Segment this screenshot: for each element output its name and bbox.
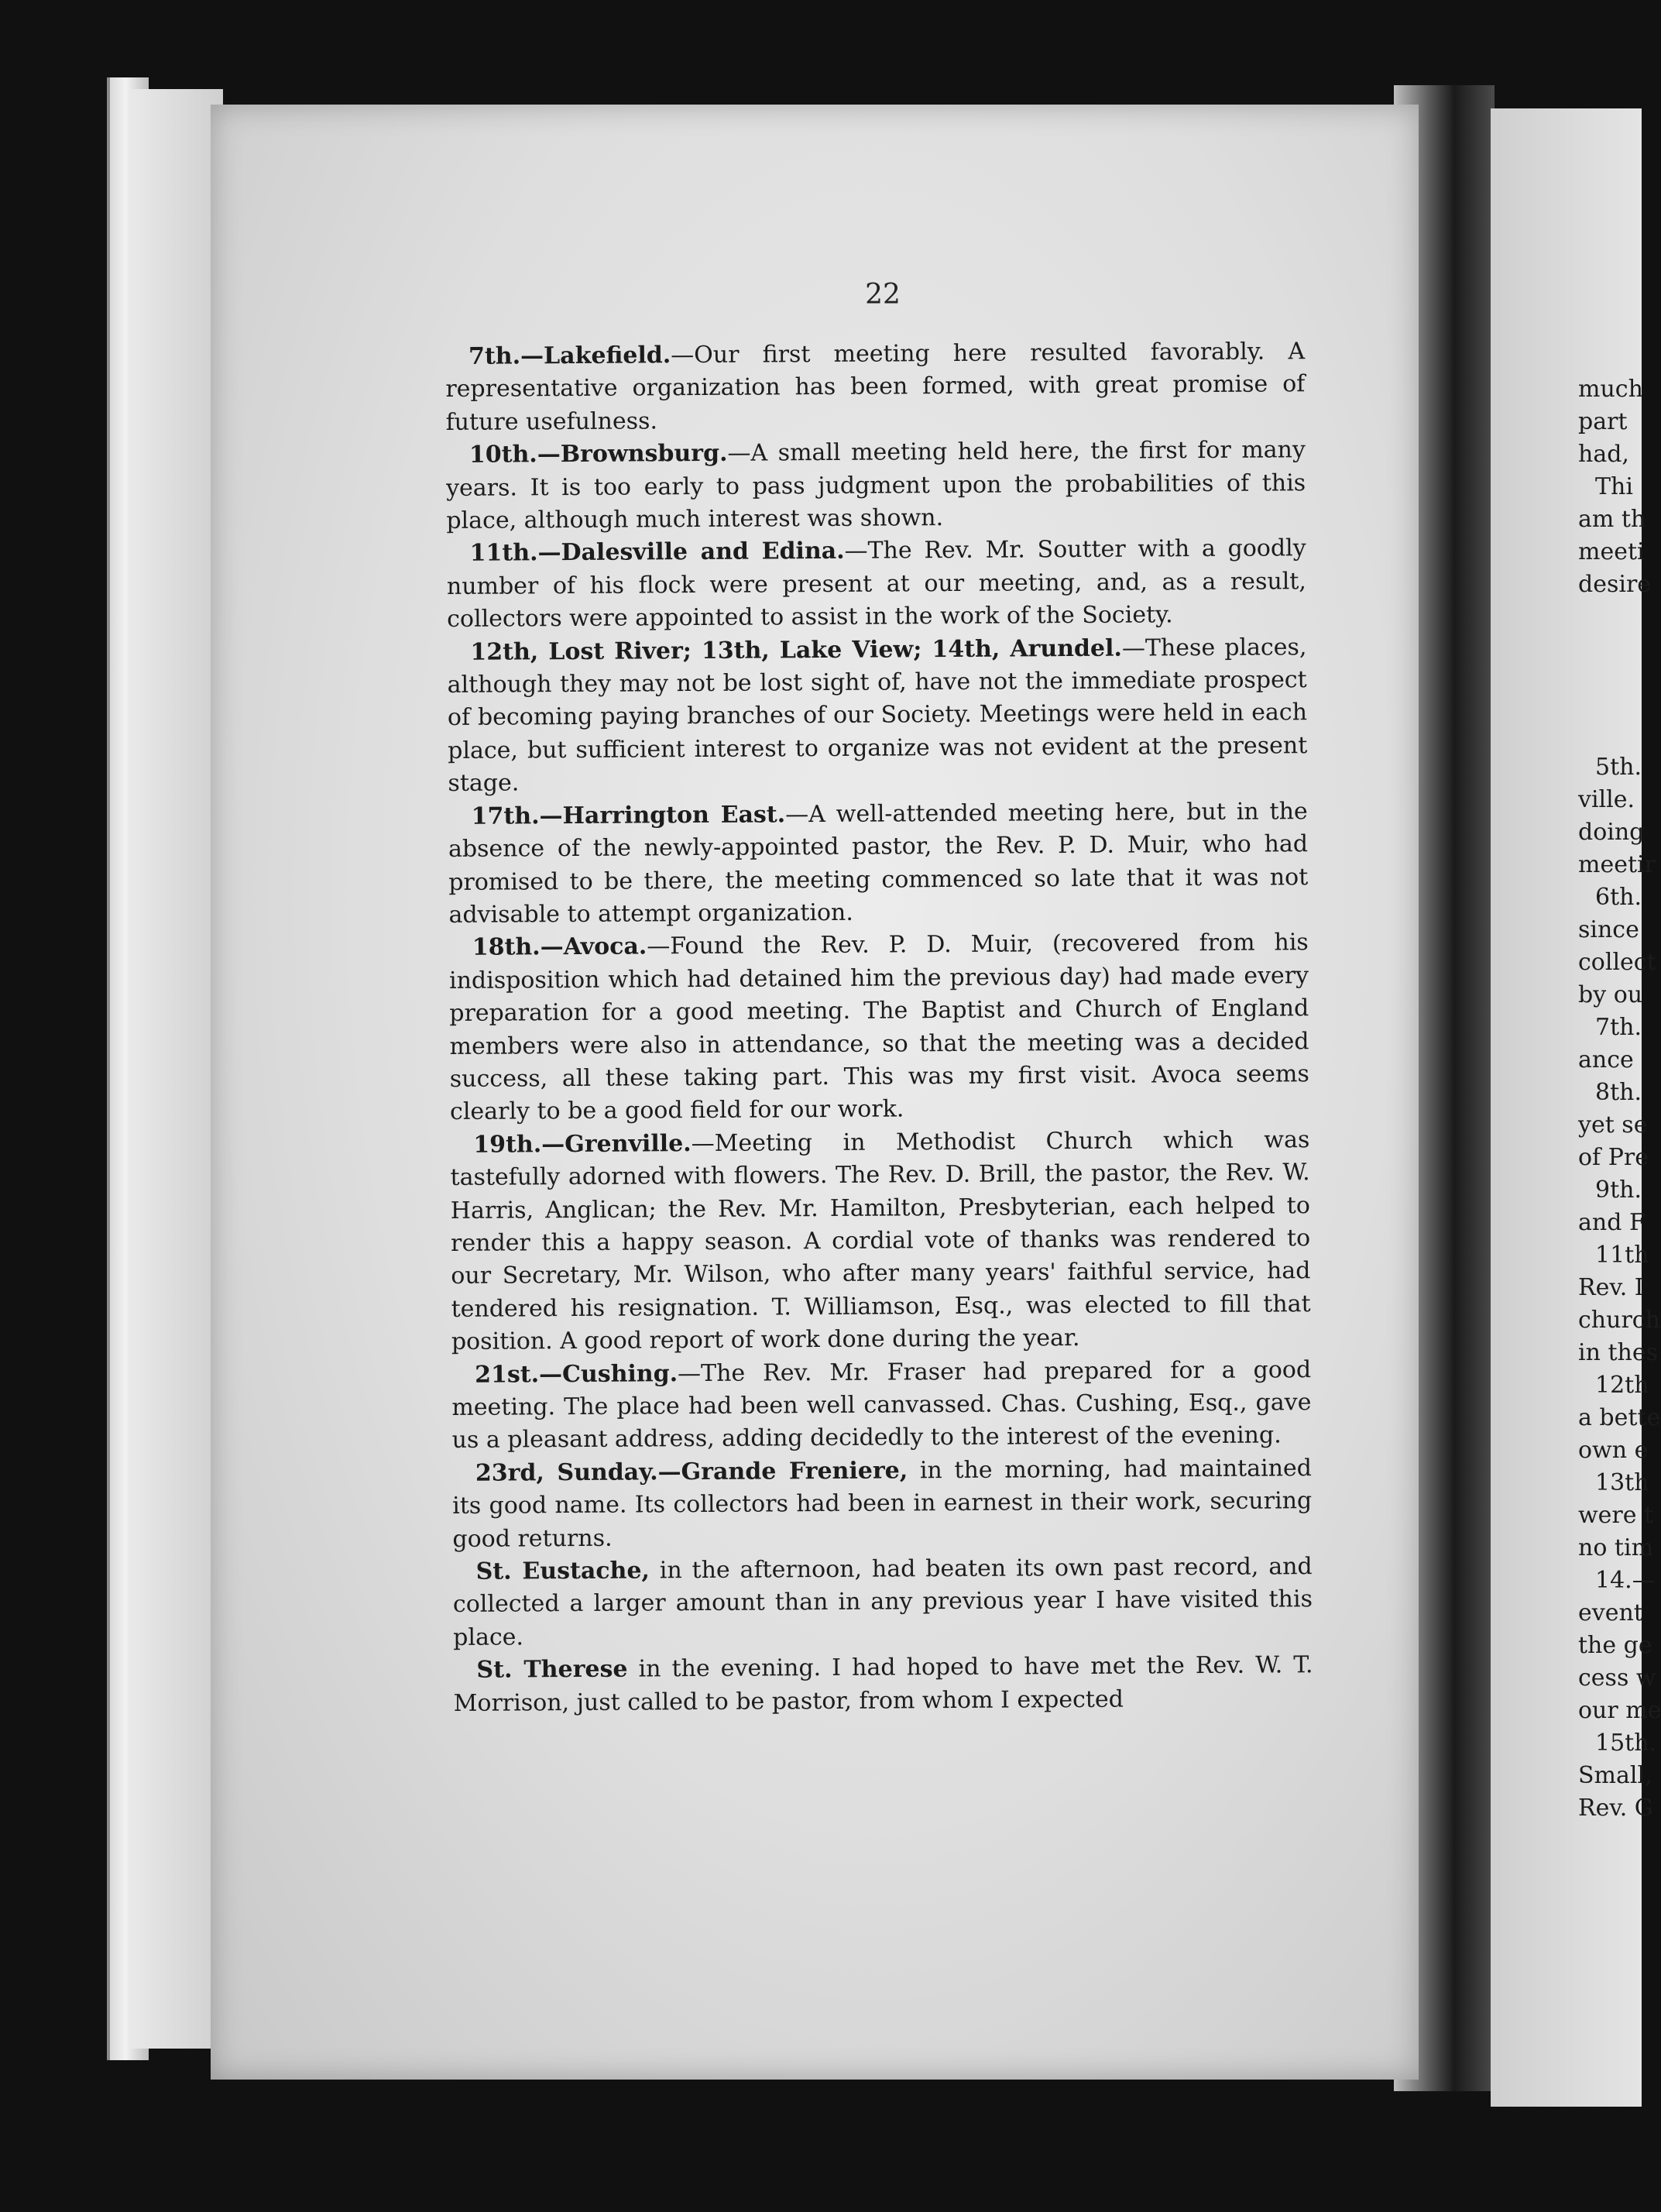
adjacent-fragment: 14.— (1595, 1567, 1656, 1594)
adjacent-fragment: the ge (1578, 1632, 1652, 1659)
adjacent-fragment: ance (1578, 1046, 1634, 1073)
paragraph-heading: 19th.—Grenville. (473, 1129, 692, 1159)
paragraph (453, 1649, 1313, 1720)
adjacent-fragment: our me (1578, 1697, 1661, 1724)
adjacent-fragment: collect (1578, 949, 1656, 976)
adjacent-fragment: 15th. (1595, 1729, 1657, 1757)
paragraph-heading: 12th, Lost River; 13th, Lake View; 14th, Arundel. (470, 634, 1123, 666)
paragraph-text: —The Rev. Mr. Fraser had prepared for a good meeting. The place had been well canvassed. Chas. Cushing, Esq., gave us a pleasant address, adding decidedly to the interest of the evening. (451, 1355, 1312, 1455)
paragraph (450, 1124, 1311, 1359)
adjacent-fragment: 5th. (1595, 754, 1642, 781)
adjacent-fragment: ville. (1578, 786, 1635, 813)
paragraph-text: —Meeting in Methodist Church which was tastefully adorned with flowers. The Rev. D. Brill, the pastor, the Rev. W. Harris, Anglican; the Rev. Mr. Hamilton, Presbyterian, each helped to render this a happy season. A cordial vote of thanks was rendered to our Secretary, Mr. Wilson, who after many years' faithful service, had tendered his resignation. T. Williamson, Esq., was elected to fill that position. A good report of work done during the year. (450, 1125, 1311, 1356)
paragraph-text: —A well-attended meeting here, but in the absence of the newly-appointed pastor, the Rev. P. D. Muir, who had promised to be there, the meeting commenced so late that it was not advisable to attempt organization. (448, 797, 1309, 929)
paragraph (448, 795, 1309, 932)
paragraph (445, 335, 1306, 439)
adjacent-fragment: Small, (1578, 1762, 1652, 1789)
adjacent-fragment: much (1578, 376, 1643, 403)
paragraph-heading: St. Eustache, (475, 1557, 650, 1585)
adjacent-fragment: cess w (1578, 1664, 1656, 1692)
paragraph (453, 1551, 1313, 1654)
paragraph-heading: 21st.—Cushing. (475, 1359, 678, 1389)
paragraph-text: —A small meeting held here, the first for many years. It is too early to pass judgment upon the probabilities of this place, although much interest was shown. (446, 436, 1306, 535)
paragraph-heading: 23rd, Sunday.—Grande Freniere, (475, 1457, 908, 1487)
paragraph (446, 434, 1306, 538)
adjacent-fragment: 6th. (1595, 884, 1642, 911)
adjacent-fragment: part (1578, 408, 1628, 435)
adjacent-fragment: 8th. (1595, 1079, 1642, 1106)
paragraph-heading: 10th.—Brownsburg. (468, 439, 728, 469)
paragraph-heading: 17th.—Harrington East. (471, 801, 786, 830)
paragraph-text: —Our first meeting here resulted favorably. A representative organization has been formed, with great promise of future usefulness. (445, 338, 1306, 436)
paragraph-text: —These places, although they may not be lost sight of, have not the immediate prospect of becoming paying branches of our Society. Meetings were held in each place, but sufficient interest to organize was not evident at the present stage. (447, 633, 1308, 798)
paragraph (447, 631, 1307, 801)
adjacent-fragment: 9th. (1595, 1176, 1642, 1204)
adjacent-fragment: event (1578, 1599, 1643, 1626)
adjacent-fragment: meetir (1578, 851, 1656, 878)
adjacent-fragment: by ou (1578, 981, 1643, 1008)
adjacent-fragment: had, (1578, 441, 1629, 468)
adjacent-fragment: am th (1578, 506, 1646, 533)
adjacent-fragment: yet se (1578, 1111, 1648, 1139)
paragraph-text: in the morning, had maintained its good name. Its collectors had been in earnest in their work, securing good returns. (452, 1455, 1313, 1553)
page-number: 22 (865, 279, 901, 311)
paragraph (451, 1354, 1312, 1458)
adjacent-fragment: in thes (1578, 1339, 1658, 1366)
adjacent-fragment: of Pre (1578, 1144, 1649, 1171)
adjacent-fragment: church (1578, 1307, 1660, 1334)
adjacent-fragment: 11th (1595, 1242, 1649, 1269)
adjacent-fragment: 12th (1595, 1372, 1649, 1399)
adjacent-fragment: a bette (1578, 1404, 1661, 1431)
paragraph (449, 927, 1310, 1129)
adjacent-fragment: were t (1578, 1502, 1654, 1529)
page-stack-edge (130, 89, 223, 2049)
paragraph (447, 533, 1307, 637)
paragraph-text: —The Rev. Mr. Soutter with a goodly number of his flock were present at our meeting, and, as a result, collectors were appointed to assist in the work of the Society. (446, 534, 1307, 634)
adjacent-fragment: Rev. I (1578, 1274, 1644, 1301)
adjacent-fragment: and F (1578, 1209, 1646, 1236)
adjacent-fragment: desire (1578, 571, 1652, 598)
adjacent-fragment: Thi (1595, 473, 1633, 500)
adjacent-fragment: doing (1578, 819, 1645, 846)
paragraph-heading: St. Therese (476, 1655, 628, 1685)
paragraph-heading: 18th.—Avoca. (472, 933, 647, 962)
paragraph-text: in the evening. I had hoped to have met the Rev. W. T. Morrison, just called to be pastor, from whom I expected (453, 1651, 1313, 1717)
adjacent-fragment: 7th. (1595, 1014, 1642, 1041)
page-body (445, 335, 1313, 1720)
paragraph (452, 1452, 1313, 1556)
adjacent-fragment: Rev. G (1578, 1795, 1653, 1822)
paragraph-text: in the afternoon, had beaten its own past record, and collected a larger amount than in any previous year I have visited this place. (452, 1553, 1313, 1651)
adjacent-fragment: meeti (1578, 538, 1645, 565)
adjacent-fragment: since (1578, 916, 1639, 943)
paragraph-text: —Found the Rev. P. D. Muir, (recovered from his indisposition which had detained him the previous day) had made every preparation for a good meeting. The Baptist and Church of England members were also in attendance, so that the meeting was a decided success, all these taking part. This was my first visit. Avoca seems clearly to be a good field for our work. (448, 929, 1309, 1126)
paragraph-heading: 7th.—Lakefield. (468, 342, 671, 370)
paragraph-heading: 11th.—Dalesville and Edina. (469, 538, 845, 568)
adjacent-fragment: own e (1578, 1437, 1649, 1464)
adjacent-fragment: no tim (1578, 1534, 1654, 1561)
adjacent-fragment: 13th (1595, 1469, 1649, 1496)
